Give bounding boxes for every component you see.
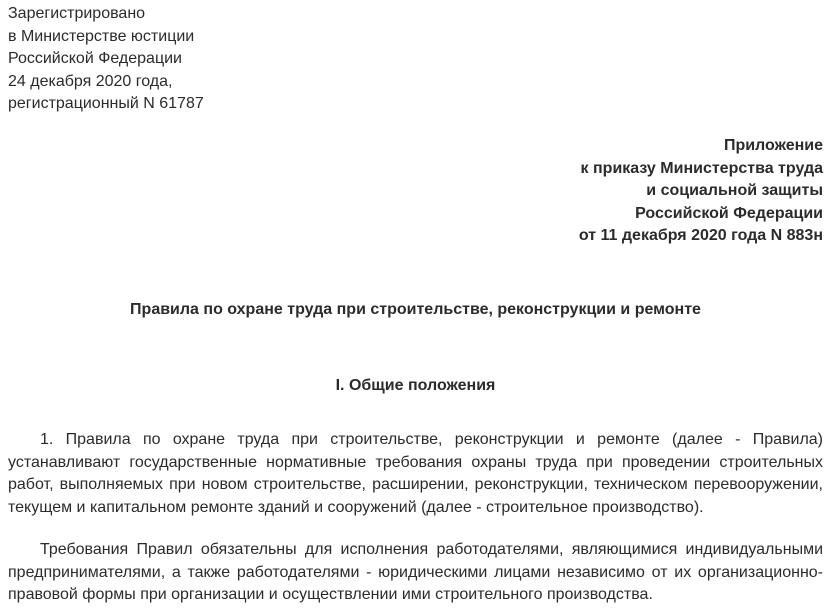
paragraph: 1. Правила по охране труда при строительстве, реконструкции и ремонте (далее - Правила) устанавливают государственные нормативные требования охраны труда при проведении строительных работ, выполняемых при новом строительстве, расширении, реконструкции, техническом перевооружении, текущем и капитальном ремонте зданий и сооружений (далее - строительное производство). [8, 431, 823, 516]
appendix-line: к приказу Министерства труда [580, 159, 823, 177]
registration-line: Зарегистрировано [8, 5, 146, 22]
paragraph: Требования Правил обязательны для исполнения работодателями, являющимися индивидуальными предпринимателями, а также работодателями - юридическими лицами независимо от их организационно-правовой формы при организации и осуществлении ими строительного производства. [8, 541, 823, 603]
registration-line: Российской Федерации [8, 50, 182, 67]
section-title: I. Общие положения [335, 377, 496, 394]
registration-block [8, 3, 204, 116]
registration-line: 24 декабря 2020 года, [8, 72, 173, 90]
appendix-line: Российской Федерации [635, 204, 823, 222]
appendix-line: Приложение [723, 137, 823, 154]
appendix-line: от 11 декабря 2020 года N 883н [578, 227, 823, 244]
appendix-block [579, 135, 823, 248]
registration-line: в Министерстве юстиции [8, 27, 195, 45]
registration-line: регистрационный N 61787 [8, 95, 204, 112]
appendix-line: и социальной защиты [646, 182, 823, 199]
document-title: Правила по охране труда при строительстве, реконструкции и ремонте [130, 301, 701, 318]
